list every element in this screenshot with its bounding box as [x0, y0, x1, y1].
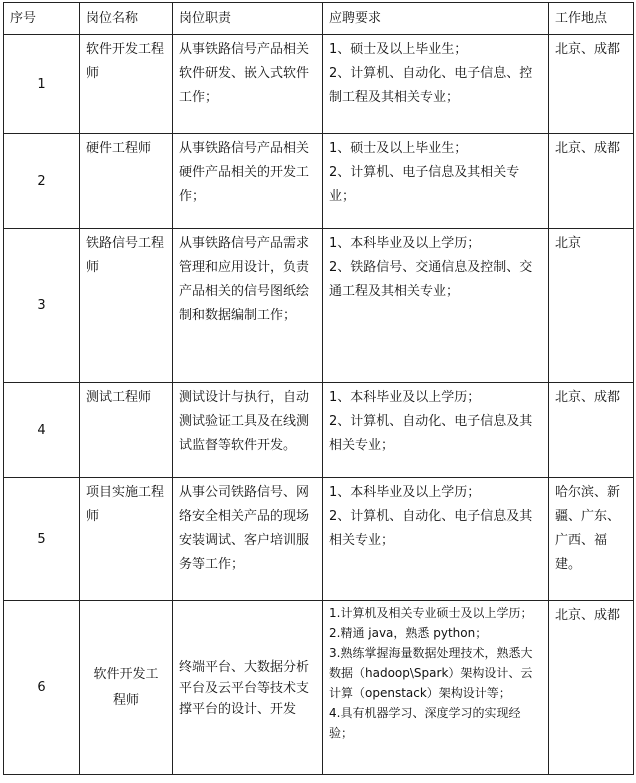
job-table — [3, 2, 634, 775]
table-row — [4, 229, 634, 383]
row-position: 铁路信号工程师 — [80, 229, 173, 383]
table-row — [4, 383, 634, 478]
header-row — [4, 3, 634, 35]
header-position: 岗位名称 — [80, 3, 173, 35]
row-location: 北京、成都 — [549, 134, 634, 229]
row-no: 6 — [4, 601, 80, 775]
requirement-line: 2、计算机、自动化、电子信息及其相关专业； — [329, 414, 533, 453]
header-location: 工作地点 — [549, 3, 634, 35]
row-no: 1 — [4, 35, 80, 134]
row-no: 3 — [4, 229, 80, 383]
requirement-line: 1、本科毕业及以上学历； — [329, 485, 481, 500]
row-requirements — [323, 35, 549, 134]
table-row — [4, 601, 634, 775]
requirement-line: 2.精通 java，熟悉 python； — [329, 626, 488, 640]
row-no: 2 — [4, 134, 80, 229]
requirement-line: 2、计算机、自动化、电子信息及其相关专业； — [329, 509, 533, 548]
row-requirements — [323, 134, 549, 229]
row-duties: 测试设计与执行，自动测试验证工具及在线测试监督等软件开发。 — [173, 383, 323, 478]
requirement-line: 3.熟练掌握海量数据处理技术，熟悉大数据（hadoop\Spark）架构设计、云计算（openstack）架构设计等； — [329, 646, 533, 700]
table-row — [4, 35, 634, 134]
row-location: 北京、成都 — [549, 35, 634, 134]
requirement-line: 1、硕士及以上毕业生； — [329, 42, 468, 57]
row-position: 软件开发工程师 — [80, 35, 173, 134]
row-duties: 从事公司铁路信号、网络安全相关产品的现场安装调试、客户培训服务等工作； — [173, 478, 323, 601]
row-no: 4 — [4, 383, 80, 478]
requirement-line: 1、本科毕业及以上学历； — [329, 236, 481, 251]
row-position: 软件开发工程师 — [80, 601, 173, 775]
row-position: 测试工程师 — [80, 383, 173, 478]
row-position: 硬件工程师 — [80, 134, 173, 229]
row-duties: 终端平台、大数据分析平台及云平台等技术支撑平台的设计、开发 — [173, 601, 323, 775]
header-duties: 岗位职责 — [173, 3, 323, 35]
row-requirements — [323, 478, 549, 601]
requirement-line: 1.计算机及相关专业硕士及以上学历； — [329, 606, 533, 620]
requirement-line: 2、计算机、自动化、电子信息、控制工程及其相关专业； — [329, 66, 533, 105]
requirement-line: 2、铁路信号、交通信息及控制、交通工程及其相关专业； — [329, 260, 533, 299]
header-requirements: 应聘要求 — [323, 3, 549, 35]
table-row — [4, 478, 634, 601]
row-location: 北京、成都 — [549, 601, 634, 775]
row-requirements — [323, 383, 549, 478]
row-requirements — [323, 229, 549, 383]
row-location: 哈尔滨、新疆、广东、广西、福建。 — [549, 478, 634, 601]
row-position: 项目实施工程师 — [80, 478, 173, 601]
row-location: 北京 — [549, 229, 634, 383]
row-duties: 从事铁路信号产品相关软件研发、嵌入式软件工作； — [173, 35, 323, 134]
row-duties: 从事铁路信号产品需求管理和应用设计，负责产品相关的信号图纸绘制和数据编制工作； — [173, 229, 323, 383]
row-requirements — [323, 601, 549, 775]
table-row — [4, 134, 634, 229]
requirement-line: 1、本科毕业及以上学历； — [329, 390, 481, 405]
requirement-line: 2、计算机、电子信息及其相关专业； — [329, 165, 520, 204]
row-location: 北京、成都 — [549, 383, 634, 478]
requirement-line: 1、硕士及以上毕业生； — [329, 141, 468, 156]
requirement-line: 4.具有机器学习、深度学习的实现经验； — [329, 706, 521, 740]
header-no: 序号 — [4, 3, 80, 35]
row-duties: 从事铁路信号产品相关硬件产品相关的开发工作； — [173, 134, 323, 229]
row-no: 5 — [4, 478, 80, 601]
